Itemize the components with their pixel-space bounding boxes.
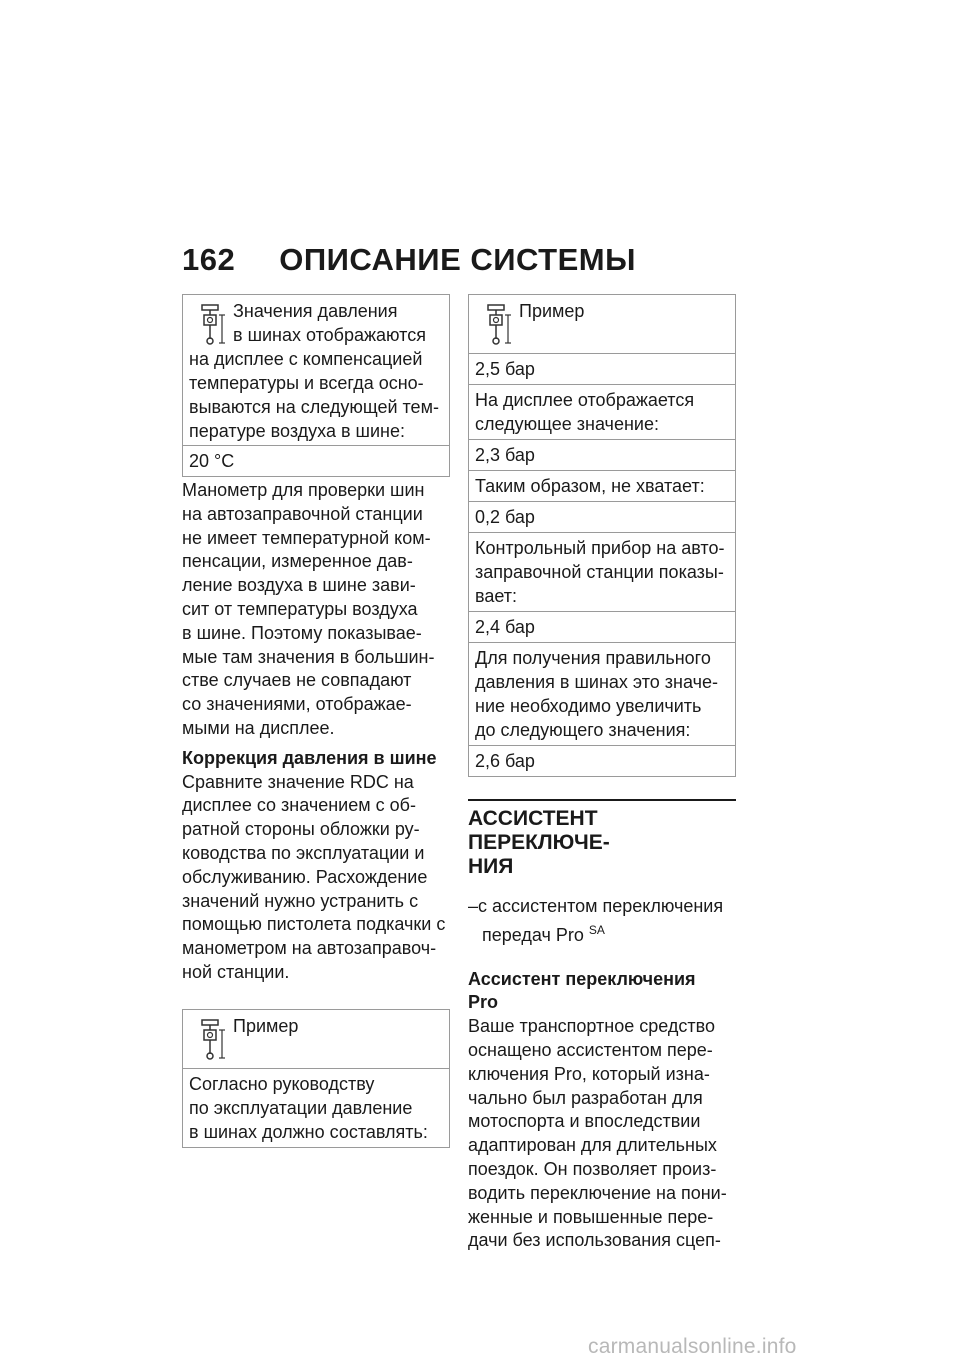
example-row: [469, 439, 735, 470]
example-row: [469, 642, 735, 745]
bullet-continuation: [468, 919, 736, 948]
text-line: ководства по эксплуатации и: [182, 842, 425, 863]
text-line: со значениями, отображае-: [182, 694, 412, 715]
example-row: [469, 353, 735, 384]
tire-pressure-gauge-icon: [481, 303, 511, 347]
example-row: [469, 501, 735, 532]
text-line: 2,4 бар: [475, 617, 535, 637]
text-line: стве случаев не совпадают: [182, 670, 412, 691]
text-line: манометром на автозаправоч-: [182, 938, 437, 959]
right-column: [468, 294, 736, 1253]
text-line: обслуживанию. Расхождение: [182, 866, 428, 887]
manometer-paragraph: [182, 479, 450, 741]
text-line: Манометр для проверки шин: [182, 480, 425, 500]
text-line: давления в шинах это значе-: [475, 672, 718, 692]
text-line: 2,5 бар: [475, 359, 535, 379]
text-line: дисплее со значением с об-: [182, 795, 416, 816]
note-line-3: на дисплее с компенсацией: [189, 349, 423, 369]
text-line: по эксплуатации давление: [189, 1097, 413, 1118]
tire-pressure-gauge-icon: [195, 303, 225, 347]
text-line: водить переключение на пони-: [468, 1182, 727, 1203]
text-line: значений нужно устранить с: [182, 890, 419, 911]
text-line: мотоспорта и впоследствии: [468, 1111, 701, 1132]
note-value: 20 °C: [183, 445, 449, 476]
text-line: ние необходимо увеличить: [475, 696, 702, 716]
text-line: вает:: [475, 586, 518, 606]
text-line: Ваше транспортное средство: [468, 1016, 715, 1037]
text-line: Для получения правильного: [475, 648, 711, 668]
text-line: 0,2 бар: [475, 507, 535, 527]
text-line: поездок. Он позволяет произ-: [468, 1158, 717, 1179]
text-line: заправочной станции показы-: [475, 562, 724, 582]
example-box-left: [182, 1009, 450, 1148]
example-box-head: [469, 295, 735, 353]
text-line: женные и повышенные пере-: [468, 1206, 714, 1227]
text-line: дачи без использования сцеп-: [468, 1230, 721, 1251]
note-line-1: Значения давления: [233, 301, 398, 321]
example-title: Пример: [233, 1015, 299, 1036]
text-line: помощью пистолета подкачки с: [182, 914, 446, 935]
text-line: оснащено ассистентом пере-: [468, 1039, 713, 1060]
text-line: не имеет температурной ком-: [182, 527, 431, 548]
note-line-6: пературе воздуха в шине:: [189, 421, 405, 441]
text-line: ключения Pro, который изна-: [468, 1063, 710, 1084]
text-line: ратной стороны обложки ру-: [182, 819, 420, 840]
note-line-2: в шинах отображаются: [233, 325, 426, 345]
example-row: [469, 611, 735, 642]
text-line: Согласно руководству: [189, 1073, 375, 1094]
text-line: пенсации, измеренное дав-: [182, 551, 413, 572]
note-box-head: [183, 295, 449, 445]
text-line: мые там значения в большин-: [182, 646, 435, 667]
tire-pressure-gauge-icon: [195, 1018, 225, 1062]
example-box-right: [468, 294, 736, 777]
text-line: АССИСТЕНТ ПЕРЕКЛЮЧЕ-: [468, 807, 610, 854]
page-header: [182, 242, 636, 278]
example-row: [469, 745, 735, 776]
text-line: в шине. Поэтому показывае-: [182, 622, 422, 643]
section-heading: [468, 799, 736, 879]
example-row: [469, 532, 735, 611]
correction-heading: Коррекция давления в шине: [182, 747, 437, 768]
example-row: [469, 470, 735, 501]
text-line: чально был разработан для: [468, 1087, 703, 1108]
text-line: НИЯ: [468, 855, 514, 878]
text-line: на автозаправочной станции: [182, 503, 423, 524]
note-line-4: температуры и всегда осно-: [189, 373, 424, 393]
text-line: передач Pro: [482, 924, 584, 945]
example-title: Пример: [519, 301, 585, 321]
sa-superscript: SA: [588, 922, 605, 937]
text-line: ной станции.: [182, 961, 290, 982]
example-row: [469, 384, 735, 439]
assistant-paragraph: [468, 1015, 736, 1253]
text-line: в шинах должно составлять:: [189, 1121, 428, 1142]
text-line: адаптирован для длительных: [468, 1135, 717, 1156]
text-line: следующее значение:: [475, 414, 659, 434]
text-line: –с ассистентом переключения: [468, 896, 724, 916]
subheading: [468, 968, 736, 1016]
note-line-5: вываются на следующей тем-: [189, 397, 439, 417]
page-number: 162: [182, 242, 236, 277]
section-title: ОПИСАНИЕ СИСТЕМЫ: [279, 242, 636, 277]
text-line: до следующего значения:: [475, 720, 691, 740]
text-line: Контрольный прибор на авто-: [475, 538, 725, 558]
example-box-head: [183, 1010, 449, 1068]
text-line: Ассистент переключения: [468, 968, 696, 989]
correction-paragraph: [182, 771, 450, 985]
requirement-bullet: [468, 895, 736, 948]
text-line: сит от температуры воздуха: [182, 598, 418, 619]
text-line: ление воздуха в шине зави-: [182, 575, 416, 596]
text-line: мыми на дисплее.: [182, 717, 335, 738]
text-line: Сравните значение RDC на: [182, 771, 414, 792]
text-line: 2,6 бар: [475, 751, 535, 771]
text-line: На дисплее отображается: [475, 390, 695, 410]
text-line: Таким образом, не хватает:: [475, 476, 705, 496]
text-line: 2,3 бар: [475, 445, 535, 465]
text-line: Pro: [468, 992, 499, 1013]
example-row: [183, 1068, 449, 1147]
temperature-note-box: [182, 294, 450, 477]
watermark: carmanualsonline.info: [588, 1335, 797, 1358]
left-column: [182, 294, 450, 1148]
